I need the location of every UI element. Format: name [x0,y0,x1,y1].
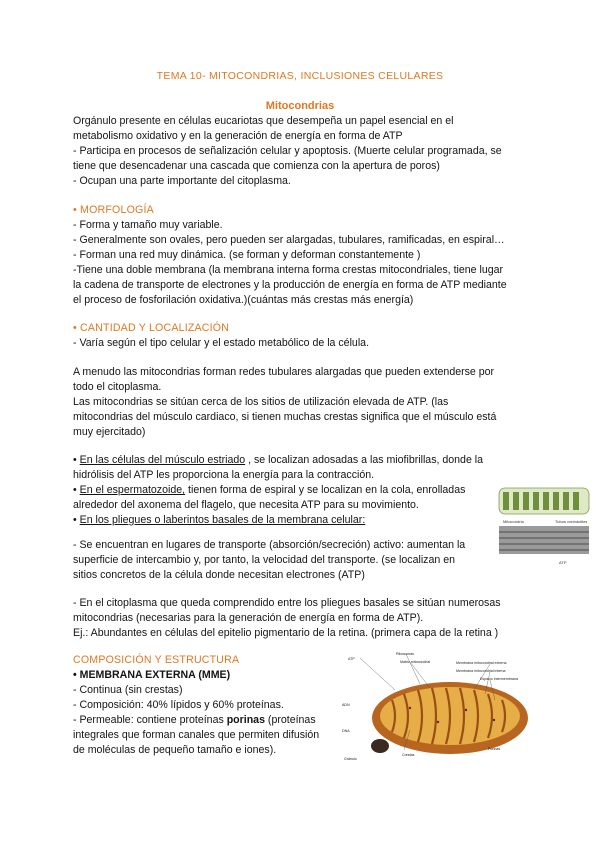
transporte-line: sitios concretos de la célula donde necesitan electrones (ATP) [73,569,365,581]
redes-line: todo el citoplasma. [73,381,162,393]
label: ADN [342,703,350,707]
composicion-line: integrales que forman canales que permiten difusión [73,729,320,741]
mitochondrion-diagram [340,650,530,762]
composicion-section [73,653,353,758]
intro-line: tiene que desencadenar una cascada que comienza con la apertura de poros) [73,160,440,172]
fig1-label: Mitocondria [503,519,524,524]
fig1-label: Tubos contráctiles [555,519,588,524]
esperm-line2: alrededor del axonema del flagelo, que necesita ATP para su movimiento. [73,499,419,511]
cantidad-section [73,321,543,351]
redes-line: mitocondrias del músculo cardiaco, si tienen muchas crestas significa que el músculo está [73,411,497,423]
redes-line: muy ejercitado) [73,426,146,438]
bullet: • [73,484,80,496]
bullet: • [73,454,80,466]
cantidad-line: - Varía según el tipo celular y el estado metabólico de la célula. [73,337,370,349]
morfologia-line: la cadena de transporte de electrones y la producción de energía en forma de ATP mediante [73,279,507,291]
composicion-line: - Composición: 40% lípidos y 60% proteínas. [73,699,284,711]
musculo-text: , se localizan adosadas a las miofibrillas, donde la [245,454,484,466]
morfologia-line: el proceso de fosforilación oxidativa.)(cuántas más crestas más energía) [73,294,414,306]
porinas-bold: porinas [226,714,265,726]
page-title: TEMA 10- MITOCONDRIAS, INCLUSIONES CELULARES [156,70,444,82]
morfologia-line: - Forman una red muy dinámica. (se forman y deforman constantemente ) [73,249,421,261]
musculo-item [73,453,543,468]
citoplasma-line: - En el citoplasma que queda comprendido entre los pliegues basales se sitúan numerosas [73,597,501,609]
cantidad-heading: • CANTIDAD Y LOCALIZACIÓN [73,322,230,334]
pliegues-underline: En los pliegues o laberintos basales de la membrana celular: [79,514,366,526]
fig1-label: ATP [559,560,567,565]
citoplasma-line: mitocondrias (necesarias para la generación de energía en forma de ATP). [73,612,424,624]
redes-line: A menudo las mitocondrias forman redes tubulares alargadas que pueden extenderse por [73,366,495,378]
transporte-line: superficie de intercambio y, por tanto, la velocidad del transporte. (se localizan en [73,554,455,566]
morfologia-heading: • MORFOLOGÍA [73,204,154,216]
transporte-line: - Se encuentran en lugares de transporte (absorción/secreción) activo: aumentan la [73,539,466,551]
composicion-line [73,713,353,728]
composicion-line: - Continua (sin crestas) [73,684,183,696]
mme-heading: • MEMBRANA EXTERNA (MME) [73,669,231,681]
label: Gránulo [344,757,357,761]
label: Matriz mitocondrial [400,660,431,664]
intro-line: Orgánulo presente en células eucariotas que desempeña un papel esencial en el [73,115,454,127]
granule-shape [371,739,389,753]
label: Membrana mitocondrial externa [456,661,507,665]
section-title-mitocondrias: Mitocondrias [265,100,335,112]
musculo-line2: hidrólisis del ATP les proporciona la energía para la contracción. [73,469,375,481]
label: Crestas [402,753,415,757]
label: Espacio intermembrana [480,677,518,681]
label: Ribosomas [396,652,414,656]
muscle-fiber-figure [497,486,593,574]
label: Porinas [488,747,501,751]
intro-line: - Ocupan una parte importante del citoplasma. [73,175,291,187]
pliegues-item [73,513,543,528]
label: ATP [348,657,355,661]
permeable-text: - Permeable: contiene proteínas [73,714,227,726]
intro-line: - Participa en procesos de señalización celular y apoptosis. (Muerte celular programada, se [73,145,502,157]
citoplasma-line: Ej.: Abundantes en células del epitelio pigmentario de la retina. (primera capa de la retina ) [73,627,499,639]
bullet: • [73,514,80,526]
label: DNA [342,729,350,733]
label: Membrana mitocondrial interna [456,669,506,673]
redes-paragraph [73,365,543,440]
esperm-item [73,483,493,498]
intro-paragraph [73,114,543,189]
morfologia-line: - Generalmente son ovales, pero pueden ser alargadas, tubulares, ramificadas, en espiral… [73,234,505,246]
morfologia-section [73,203,543,308]
transporte-paragraph [73,538,493,583]
permeable-text-end: (proteínas [264,714,316,726]
citoplasma-paragraph [73,596,543,641]
composicion-heading: COMPOSICIÓN Y ESTRUCTURA [73,654,240,666]
morfologia-line: - Forma y tamaño muy variable. [73,219,223,231]
esperm-underline: En el espermatozoide, [79,484,186,496]
composicion-line: de moléculas de pequeño tamaño e iones). [73,744,277,756]
redes-line: Las mitocondrias se sitúan cerca de los sitios de utilización elevada de ATP. (las [73,396,449,408]
morfologia-line: -Tiene una doble membrana (la membrana interna forma crestas mitocondriales, tiene lugar [73,264,504,276]
esperm-text: tienen forma de espiral y se localizan en la cola, enrolladas [185,484,466,496]
intro-line: metabolismo oxidativo y en la generación de energía en forma de ATP [73,130,403,142]
localizacion-list [73,453,543,528]
musculo-underline: En las células del músculo estriado [79,454,246,466]
